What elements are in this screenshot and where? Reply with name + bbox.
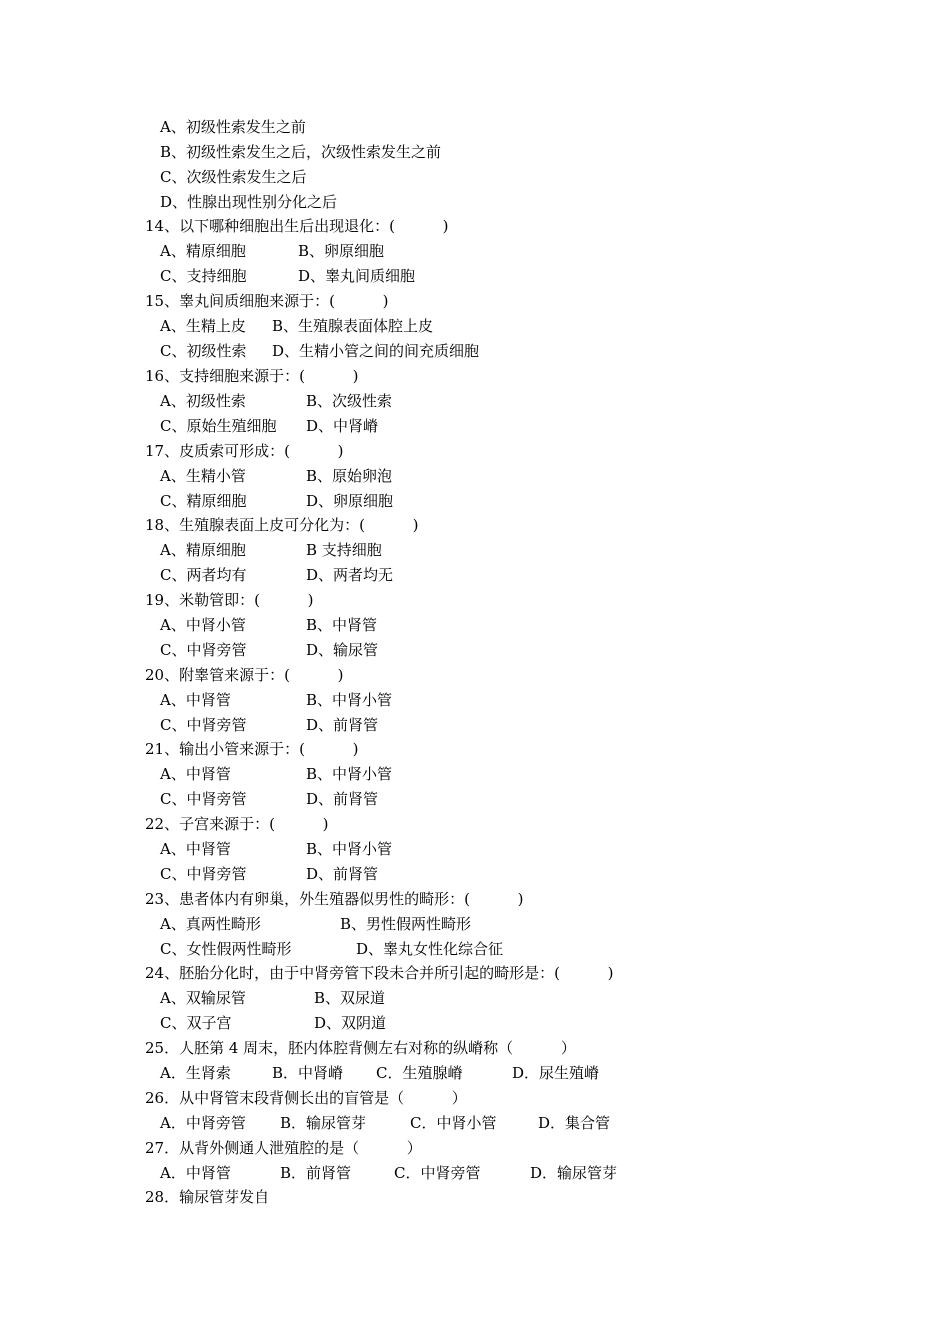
option-text: C．生殖腺嵴 xyxy=(376,1064,463,1082)
option-text: C、女性假两性畸形 xyxy=(160,940,292,958)
option-text: C、初级性索 xyxy=(160,342,247,360)
question-text: 15、睾丸间质细胞来源于：( ) xyxy=(145,292,389,310)
option-text: B、男性假两性畸形 xyxy=(340,915,472,933)
option-text: B、中肾管 xyxy=(306,616,378,634)
option-text: A、中肾管 xyxy=(160,691,231,709)
option-text: D．输尿管芽 xyxy=(530,1164,618,1182)
option-text: A、双输尿管 xyxy=(160,989,246,1007)
option-text: A、生精上皮 xyxy=(160,317,246,335)
option-text: B、中肾小管 xyxy=(306,691,393,709)
option-text: A．中肾旁管 xyxy=(160,1114,246,1132)
question-text: 20、附睾管来源于：( ) xyxy=(145,666,344,684)
option-text: C、原始生殖细胞 xyxy=(160,417,277,435)
option-text: D、前肾管 xyxy=(306,865,379,883)
option-text: D、前肾管 xyxy=(306,716,379,734)
option-text: A、中肾小管 xyxy=(160,616,246,634)
option-text: C、双子宫 xyxy=(160,1014,232,1032)
option-text: C、中肾旁管 xyxy=(160,641,247,659)
option-text: A、中肾管 xyxy=(160,765,231,783)
question-text: 25．人胚第 4 周末，胚内体腔背侧左右对称的纵嵴称（ ） xyxy=(145,1039,576,1057)
option-text: B．中肾嵴 xyxy=(272,1064,344,1082)
option-text: C．中肾小管 xyxy=(410,1114,497,1132)
option-text: B、次级性索 xyxy=(306,392,393,410)
option-text: B、中肾小管 xyxy=(306,765,393,783)
option-text: A、初级性索发生之前 xyxy=(160,118,306,136)
option-text: C．中肾旁管 xyxy=(394,1164,481,1182)
question-text: 23、患者体内有卵巢，外生殖器似男性的畸形：( ) xyxy=(145,890,524,908)
question-text: 14、以下哪种细胞出生后出现退化：( ) xyxy=(145,217,449,235)
option-text: B、初级性索发生之后，次级性索发生之前 xyxy=(160,143,442,161)
question-text: 16、支持细胞来源于：( ) xyxy=(145,367,359,385)
question-text: 26．从中肾管末段背侧长出的盲管是（ ） xyxy=(145,1089,467,1107)
option-text: A、真两性畸形 xyxy=(160,915,261,933)
option-text: D、中肾嵴 xyxy=(306,417,379,435)
option-text: C、中肾旁管 xyxy=(160,790,247,808)
question-text: 21、输出小管来源于：( ) xyxy=(145,740,359,758)
option-text: D、卵原细胞 xyxy=(306,492,394,510)
option-text: B、原始卵泡 xyxy=(306,467,393,485)
option-text: C、两者均有 xyxy=(160,566,247,584)
option-text: D．尿生殖嵴 xyxy=(512,1064,600,1082)
option-text: B、生殖腺表面体腔上皮 xyxy=(272,317,434,335)
question-text: 27．从背外侧通人泄殖腔的是（ ） xyxy=(145,1139,422,1157)
option-text: A、生精小管 xyxy=(160,467,246,485)
option-text: C、精原细胞 xyxy=(160,492,247,510)
option-text: D、睾丸间质细胞 xyxy=(298,267,416,285)
option-text: C、支持细胞 xyxy=(160,267,247,285)
option-text: D．集合管 xyxy=(538,1114,611,1132)
option-text: D、输尿管 xyxy=(306,641,379,659)
question-text: 22、子宫来源于：( ) xyxy=(145,815,329,833)
option-text: B、双尿道 xyxy=(314,989,386,1007)
option-text: C、次级性索发生之后 xyxy=(160,168,307,186)
option-text: B．输尿管芽 xyxy=(280,1114,367,1132)
question-text: 28．输尿管芽发自 xyxy=(145,1188,270,1206)
question-text: 17、皮质索可形成：( ) xyxy=(145,442,344,460)
option-text: C、中肾旁管 xyxy=(160,865,247,883)
option-text: D、双阴道 xyxy=(314,1014,387,1032)
option-text: C、中肾旁管 xyxy=(160,716,247,734)
question-text: 24、胚胎分化时，由于中肾旁管下段未合并所引起的畸形是：( ) xyxy=(145,964,614,982)
option-text: B 支持细胞 xyxy=(306,541,382,559)
option-text: A、精原细胞 xyxy=(160,242,246,260)
option-text: D、睾丸女性化综合征 xyxy=(356,940,504,958)
option-text: B、中肾小管 xyxy=(306,840,393,858)
option-text: D、两者均无 xyxy=(306,566,394,584)
option-text: D、前肾管 xyxy=(306,790,379,808)
option-text: B、卵原细胞 xyxy=(298,242,385,260)
option-text: A、中肾管 xyxy=(160,840,231,858)
option-text: D、性腺出现性别分化之后 xyxy=(160,193,338,211)
question-text: 19、米勒管即：( ) xyxy=(145,591,314,609)
option-text: A、初级性索 xyxy=(160,392,246,410)
option-text: A．生肾索 xyxy=(160,1064,231,1082)
option-text: A．中肾管 xyxy=(160,1164,231,1182)
option-text: A、精原细胞 xyxy=(160,541,246,559)
question-text: 18、生殖腺表面上皮可分化为：( ) xyxy=(145,516,419,534)
option-text: B．前肾管 xyxy=(280,1164,352,1182)
option-text: D、生精小管之间的间充质细胞 xyxy=(272,342,480,360)
